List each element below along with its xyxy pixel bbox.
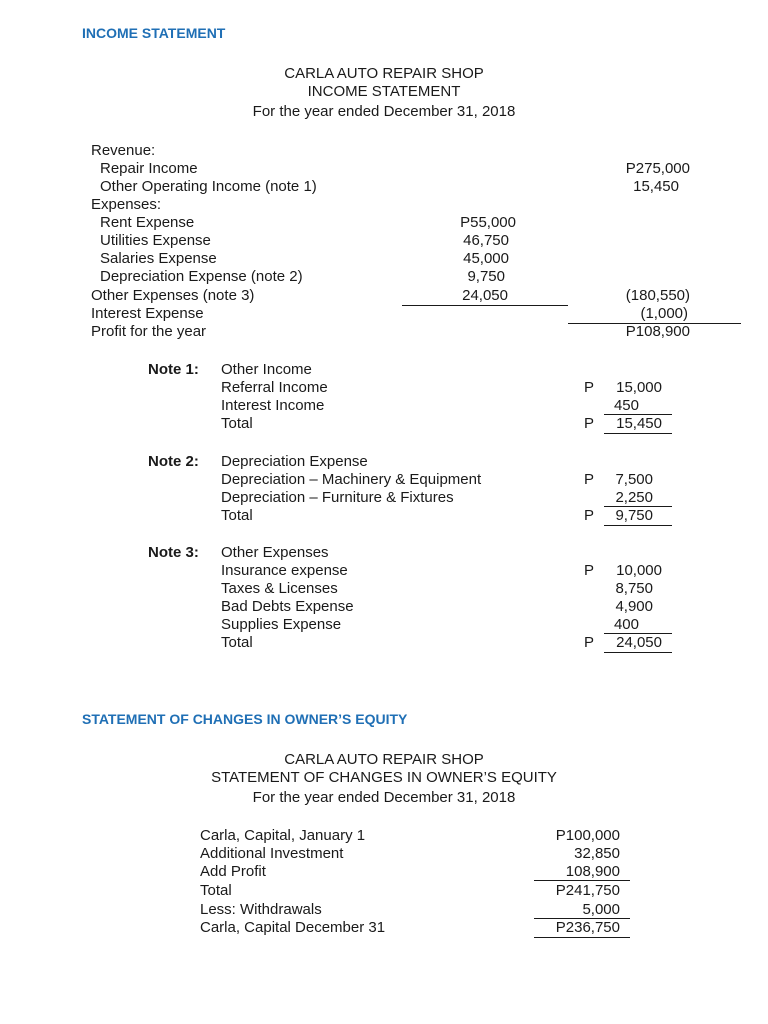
- note3-item-label: Bad Debts Expense: [221, 598, 354, 615]
- depreciation-expense-label: Depreciation Expense (note 2): [100, 268, 303, 285]
- note2-item-currency: P: [584, 471, 595, 488]
- other-operating-income-label: Other Operating Income (note 1): [100, 178, 317, 195]
- note1-item-amount: 450: [613, 397, 639, 414]
- expenses-subtotal-rule: [402, 305, 568, 306]
- income-statement-title: INCOME STATEMENT: [307, 83, 461, 100]
- rent-expense-label: Rent Expense: [100, 214, 195, 231]
- note2-total-label: Total: [221, 507, 253, 524]
- equity-row-label: Carla, Capital December 31: [200, 919, 386, 936]
- equity-row-label: Total: [200, 882, 232, 899]
- note2-label: Note 2:: [148, 453, 199, 470]
- salaries-expense-label: Salaries Expense: [100, 250, 217, 267]
- note3-total-label: Total: [221, 634, 253, 651]
- equity-row-amount: 5,000: [582, 901, 620, 918]
- equity-row-label: Add Profit: [200, 863, 266, 880]
- note3-total-amount: 24,050: [616, 634, 662, 651]
- interest-expense-amount: (1,000): [640, 305, 688, 322]
- repair-income-label: Repair Income: [100, 160, 198, 177]
- note3-item-currency: P: [584, 562, 595, 579]
- note3-item-amount: 10,000: [616, 562, 662, 579]
- expenses-label: Expenses:: [91, 196, 162, 213]
- salaries-expense-amount: 45,000: [463, 250, 509, 267]
- note2-item-amount: 7,500: [615, 471, 653, 488]
- interest-expense-label: Interest Expense: [91, 305, 204, 322]
- note1-total-currency: P: [584, 415, 595, 432]
- equity-row-amount: P236,750: [555, 919, 620, 936]
- note1-total-amount: 15,450: [616, 415, 662, 432]
- equity-row-amount: 108,900: [565, 863, 620, 880]
- note2-item-amount: 2,250: [615, 489, 653, 506]
- utilities-expense-amount: 46,750: [463, 232, 509, 249]
- note1-total-underline: [604, 433, 672, 434]
- profit-label: Profit for the year: [91, 323, 207, 340]
- note3-label: Note 3:: [148, 544, 199, 561]
- equity-subtotal-rule: [534, 880, 630, 881]
- equity-row-amount: P241,750: [555, 882, 620, 899]
- note3-total-currency: P: [584, 634, 595, 651]
- equity-section-title: STATEMENT OF CHANGES IN OWNER’S EQUITY: [82, 711, 408, 727]
- equity-statement-title: STATEMENT OF CHANGES IN OWNER’S EQUITY: [211, 769, 557, 786]
- profit-amount: P108,900: [625, 323, 690, 340]
- note3-item-amount: 4,900: [615, 598, 653, 615]
- revenue-label: Revenue:: [91, 142, 156, 159]
- note2-total-amount: 9,750: [615, 507, 653, 524]
- other-expenses-amount: 24,050: [462, 287, 508, 304]
- note2-item-label: Depreciation – Furniture & Fixtures: [221, 489, 454, 506]
- utilities-expense-label: Utilities Expense: [100, 232, 211, 249]
- total-expenses-amount: (180,550): [625, 287, 690, 304]
- note3-heading: Other Expenses: [221, 544, 329, 561]
- note3-item-amount: 8,750: [615, 580, 653, 597]
- other-expenses-label: Other Expenses (note 3): [91, 287, 255, 304]
- depreciation-expense-amount: 9,750: [467, 268, 505, 285]
- repair-income-amount: P275,000: [625, 160, 690, 177]
- equity-row-amount: P100,000: [555, 827, 620, 844]
- equity-row-label: Carla, Capital, January 1: [200, 827, 366, 844]
- note1-item-amount: 15,000: [616, 379, 662, 396]
- equity-row-amount: 32,850: [574, 845, 620, 862]
- note3-item-amount: 400: [613, 616, 639, 633]
- equity-period: For the year ended December 31, 2018: [252, 789, 516, 806]
- equity-company-name: CARLA AUTO REPAIR SHOP: [284, 751, 484, 768]
- equity-row-label: Less: Withdrawals: [200, 901, 322, 918]
- note2-total-underline: [604, 525, 672, 526]
- note2-item-label: Depreciation – Machinery & Equipment: [221, 471, 482, 488]
- note1-item-label: Interest Income: [221, 397, 325, 414]
- note1-label: Note 1:: [148, 361, 199, 378]
- note3-item-label: Taxes & Licenses: [221, 580, 338, 597]
- note1-item-label: Referral Income: [221, 379, 328, 396]
- equity-total-underline: [534, 937, 630, 938]
- note2-total-currency: P: [584, 507, 595, 524]
- rent-expense-amount: P55,000: [460, 214, 516, 231]
- equity-row-label: Additional Investment: [200, 845, 344, 862]
- note3-total-underline: [604, 652, 672, 653]
- note1-item-currency: P: [584, 379, 595, 396]
- note3-item-label: Insurance expense: [221, 562, 348, 579]
- income-section-title: INCOME STATEMENT: [82, 25, 226, 41]
- income-company-name: CARLA AUTO REPAIR SHOP: [284, 65, 484, 82]
- other-operating-income-amount: 15,450: [633, 178, 679, 195]
- note1-total-label: Total: [221, 415, 253, 432]
- note3-item-label: Supplies Expense: [221, 616, 342, 633]
- note1-heading: Other Income: [221, 361, 312, 378]
- note2-heading: Depreciation Expense: [221, 453, 368, 470]
- income-period: For the year ended December 31, 2018: [252, 103, 516, 120]
